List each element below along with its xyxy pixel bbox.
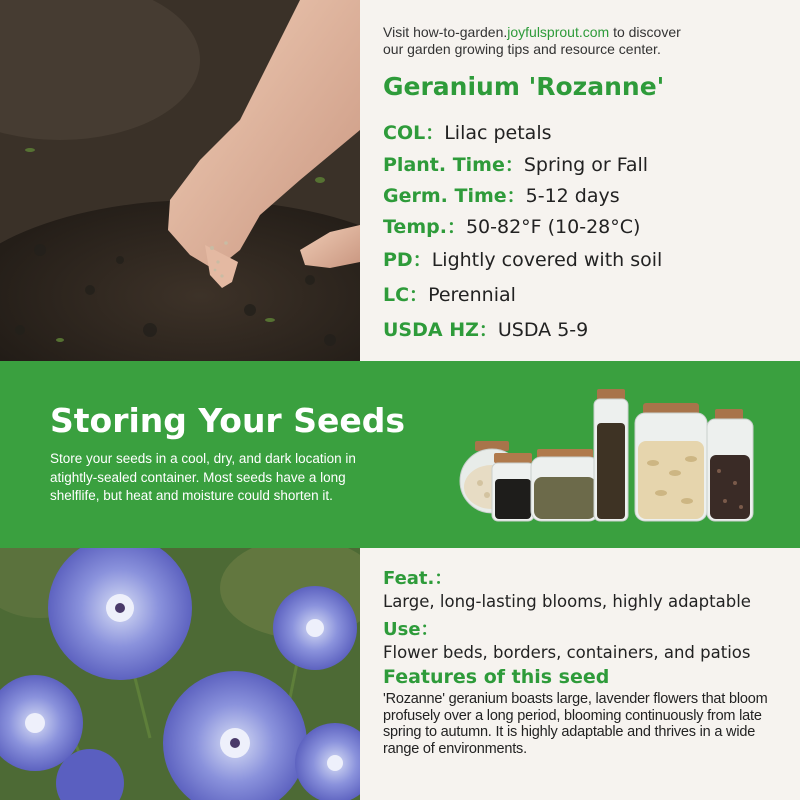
- feat-value: Large, long-lasting blooms, highly adaptable: [383, 592, 751, 611]
- soil-hands-illustration: [0, 0, 360, 361]
- spec-germ-time: [383, 181, 620, 208]
- spec-usda-zone: [383, 315, 588, 342]
- soil-hands-photo: [0, 0, 360, 361]
- visit-suffix: to discover: [609, 24, 681, 40]
- spec-value: 5-12 days: [525, 185, 620, 207]
- feat-label: Feat.：: [383, 568, 453, 589]
- spec-key: Temp.：: [383, 216, 466, 238]
- visit-line2: our garden growing tips and resource center.: [383, 41, 661, 57]
- spec-value: Lilac petals: [444, 122, 552, 144]
- spec-key: USDA HZ：: [383, 319, 498, 341]
- seed-jars-icon: [455, 383, 765, 528]
- spec-key: LC：: [383, 284, 429, 306]
- website-link[interactable]: joyfulsprout.com: [507, 24, 610, 40]
- spec-temperature: [383, 212, 640, 239]
- product-title: Geranium 'Rozanne': [383, 72, 665, 101]
- storing-band: [0, 361, 800, 548]
- bottom-section: [0, 548, 800, 800]
- seed-features-description: 'Rozanne' geranium boasts large, lavender flowers that bloom profusely over a long period, blooming continuously from late spring to autumn. It is highly adaptable and thrives in a wide range of environments.: [383, 691, 768, 757]
- spec-key: PD：: [383, 249, 432, 271]
- seed-features-block: [383, 666, 793, 757]
- spec-value: Spring or Fall: [523, 154, 649, 176]
- use-label: Use：: [383, 619, 439, 640]
- spec-key: Plant. Time：: [383, 154, 524, 176]
- geranium-flowers-illustration: [0, 548, 360, 800]
- seed-features-label: Features of this seed: [383, 666, 610, 688]
- feat-block: [383, 564, 793, 611]
- storing-text: Store your seeds in a cool, dry, and dark location in atightly-sealed container. Most seeds have a long shelflife, but heat and moisture could shorten it.: [50, 451, 356, 503]
- flowers-photo: [0, 548, 360, 800]
- spec-plant-time: [383, 150, 648, 177]
- visit-prefix: Visit how-to-garden.: [383, 24, 508, 40]
- top-section: [0, 0, 800, 361]
- spec-life-cycle: [383, 280, 516, 307]
- spec-value: 50-82°F (10-28°C): [465, 216, 641, 238]
- storing-title: Storing Your Seeds: [50, 401, 405, 440]
- spec-planting-depth: [383, 245, 662, 272]
- spec-value: Perennial: [428, 284, 516, 306]
- spec-value: Lightly covered with soil: [431, 249, 663, 271]
- spec-color: [383, 118, 552, 145]
- use-value: Flower beds, borders, containers, and patios: [383, 643, 751, 662]
- visit-text: [383, 24, 783, 58]
- spec-value: USDA 5-9: [497, 319, 589, 341]
- use-block: [383, 615, 793, 662]
- spec-key: Germ. Time：: [383, 185, 526, 207]
- spec-key: COL：: [383, 122, 445, 144]
- product-info: [383, 24, 783, 101]
